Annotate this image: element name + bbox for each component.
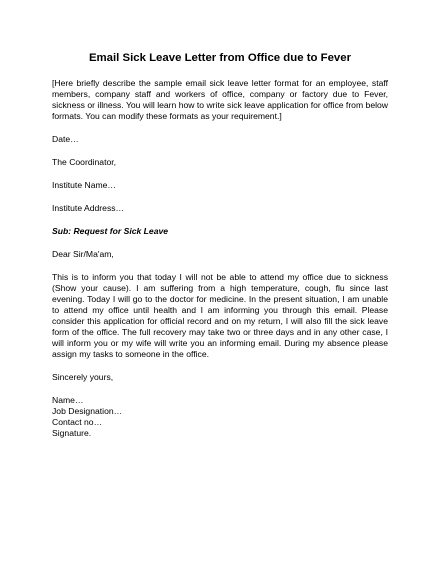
signature-line: Signature. [52, 428, 92, 438]
closing-line: Sincerely yours, [52, 372, 114, 382]
salutation-line: Dear Sir/Ma'am, [52, 249, 114, 259]
date-line: Date… [52, 134, 79, 144]
designation-line: Job Designation… [52, 406, 123, 416]
signature-block [52, 395, 388, 439]
recipient-line: The Coordinator, [52, 157, 117, 167]
name-line: Name… [52, 395, 84, 405]
institute-address-line: Institute Address… [52, 203, 125, 213]
body-paragraph: This is to inform you that today I will not be able to attend my office due to sickness (Show your cause). I am suffering from a high temperature, cough, flu since last evening. Today I will go to the doctor for medicine. In the present situation, I am unable to attend my office until health and I am informing you through this email. Please consider this application for official record and on my return, I will also fill the sick leave form of the office. The full recovery may take two or three days and in any other case, I will inform you or my wife will write you an informing email. During my absence please assign my tasks to someone in the office. [52, 272, 388, 359]
document-title: Email Sick Leave Letter from Office due to Fever [88, 52, 352, 64]
intro-paragraph: [Here briefly describe the sample email sick leave letter format for an employee, staff members, company staff and workers of office, company or factory due to Fever, sickness or illness. You will learn how to write sick leave application for office from below formats. You can modify these formats as your requirement.] [52, 78, 388, 121]
contact-line: Contact no… [52, 417, 103, 427]
institute-name-line: Institute Name… [52, 180, 116, 190]
subject-line: Sub: Request for Sick Leave [52, 226, 169, 236]
